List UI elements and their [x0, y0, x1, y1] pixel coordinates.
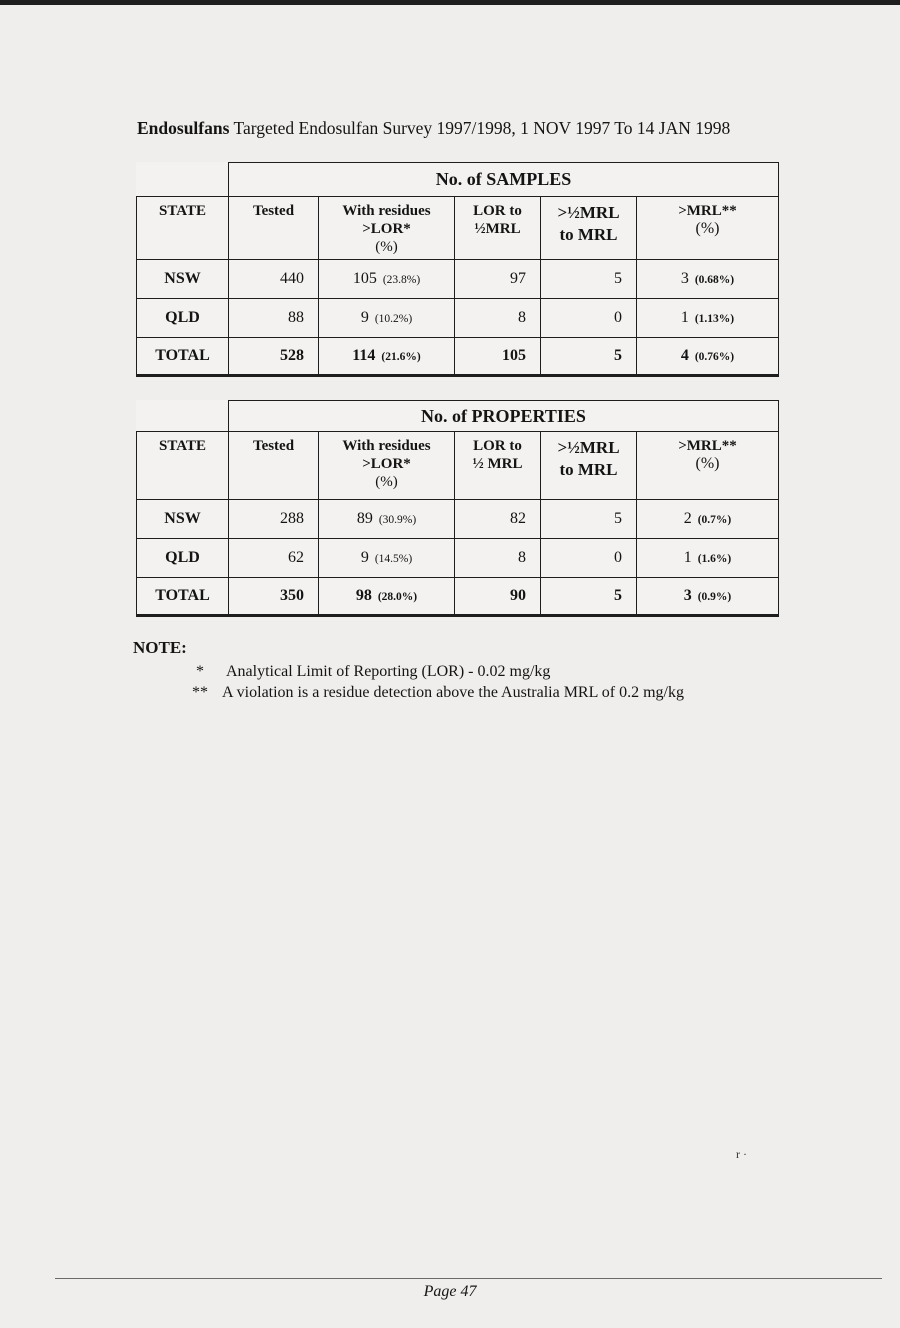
- col-header-half-mrl-to-mrl: [541, 197, 637, 260]
- cell-half-to-mrl: 5: [541, 260, 637, 299]
- samples-group-header: No. of SAMPLES: [229, 163, 779, 197]
- top-edge-bar: [0, 0, 900, 5]
- row-state: TOTAL: [137, 578, 229, 616]
- cell-value: 3: [683, 587, 692, 604]
- cell-with-residues: [319, 260, 455, 299]
- cell-above-mrl: [637, 578, 779, 616]
- cell-half-to-mrl: 5: [541, 578, 637, 616]
- cell-with-residues: [319, 500, 455, 539]
- col-header-state: STATE: [137, 432, 229, 500]
- row-state: QLD: [137, 539, 229, 578]
- cell-percent: (30.9%): [378, 514, 417, 526]
- cell-percent: (14.5%): [374, 553, 413, 565]
- row-state: TOTAL: [137, 338, 229, 376]
- col-header-above-mrl: [637, 197, 779, 260]
- cell-lor-to-half: 90: [455, 578, 541, 616]
- cell-above-mrl: [637, 500, 779, 539]
- cell-tested: 440: [229, 260, 319, 299]
- cell-lor-to-half: 8: [455, 539, 541, 578]
- header-line: >LOR*: [362, 221, 411, 237]
- row-state: QLD: [137, 299, 229, 338]
- title-rest: Targeted Endosulfan Survey 1997/1998, 1 NOV 1997 To 14 JAN 1998: [233, 118, 731, 138]
- cell-lor-to-half: 8: [455, 299, 541, 338]
- cell-percent: (0.76%): [694, 351, 735, 363]
- row-state: NSW: [137, 500, 229, 539]
- header-line: (%): [695, 455, 720, 472]
- cell-half-to-mrl: 5: [541, 338, 637, 376]
- cell-lor-to-half: 82: [455, 500, 541, 539]
- cell-with-residues: [319, 299, 455, 338]
- cell-tested: 350: [229, 578, 319, 616]
- cell-above-mrl: [637, 338, 779, 376]
- col-header-lor-half-mrl: [455, 432, 541, 500]
- header-line: >MRL**: [678, 438, 737, 454]
- cell-percent: (0.9%): [697, 591, 732, 603]
- table-row: [137, 299, 779, 338]
- note-mark: **: [192, 684, 208, 701]
- page-number: Page 47: [423, 1283, 477, 1300]
- col-header-with-residues: [319, 197, 455, 260]
- cell-percent: (21.6%): [381, 351, 421, 363]
- header-line: With residues: [342, 203, 431, 219]
- header-line: >½MRL: [557, 438, 620, 457]
- table-row: [137, 500, 779, 539]
- cell-percent: (10.2%): [374, 313, 413, 325]
- header-line: to MRL: [559, 225, 618, 244]
- col-header-tested: Tested: [229, 432, 319, 500]
- cell-percent: (28.0%): [377, 591, 418, 603]
- header-line: to MRL: [559, 460, 618, 479]
- note-text: A violation is a residue detection above the Australia MRL of 0.2 mg/kg: [222, 684, 684, 701]
- table-corner: [137, 401, 229, 432]
- table-row: [137, 260, 779, 299]
- cell-lor-to-half: 105: [455, 338, 541, 376]
- col-header-state: STATE: [137, 197, 229, 260]
- cell-tested: 288: [229, 500, 319, 539]
- cell-with-residues: [319, 338, 455, 376]
- header-line: LOR to: [473, 438, 522, 454]
- properties-group-header: No. of PROPERTIES: [229, 401, 779, 432]
- header-line: LOR to: [473, 203, 522, 219]
- cell-value: 9: [360, 309, 369, 326]
- samples-table: [136, 162, 779, 377]
- cell-percent: (0.68%): [694, 274, 735, 286]
- cell-percent: (1.6%): [697, 553, 732, 565]
- cell-above-mrl: [637, 260, 779, 299]
- cell-with-residues: [319, 539, 455, 578]
- cell-half-to-mrl: 5: [541, 500, 637, 539]
- header-line: (%): [375, 239, 398, 255]
- footer-rule: [55, 1278, 882, 1279]
- cell-value: 4: [680, 347, 689, 364]
- row-state: NSW: [137, 260, 229, 299]
- header-line: ½MRL: [474, 221, 521, 237]
- header-line: >MRL**: [678, 203, 737, 219]
- note-text: Analytical Limit of Reporting (LOR) - 0.02 mg/kg: [226, 663, 551, 680]
- table-row: [137, 539, 779, 578]
- cell-value: 1: [680, 309, 689, 326]
- cell-value: 9: [360, 549, 369, 566]
- cell-tested: 62: [229, 539, 319, 578]
- col-header-half-mrl-to-mrl: [541, 432, 637, 500]
- cell-value: 98: [355, 587, 372, 604]
- cell-value: 105: [352, 270, 377, 287]
- col-header-lor-half-mrl: [455, 197, 541, 260]
- table-corner: [137, 163, 229, 197]
- cell-value: 3: [680, 270, 689, 287]
- cell-tested: 528: [229, 338, 319, 376]
- cell-percent: (0.7%): [697, 514, 732, 526]
- header-line: ½ MRL: [472, 456, 523, 472]
- header-line: (%): [375, 474, 398, 490]
- cell-value: 114: [352, 347, 376, 364]
- cell-half-to-mrl: 0: [541, 539, 637, 578]
- cell-tested: 88: [229, 299, 319, 338]
- cell-value: 1: [683, 549, 692, 566]
- stray-mark: r ·: [736, 1147, 747, 1161]
- cell-value: 89: [356, 510, 373, 527]
- header-line: With residues: [342, 438, 431, 454]
- note-item: [192, 684, 684, 702]
- properties-table: [136, 400, 779, 617]
- title-bold: Endosulfans: [137, 118, 230, 138]
- cell-percent: (1.13%): [694, 313, 735, 325]
- header-line: >½MRL: [557, 203, 620, 222]
- cell-half-to-mrl: 0: [541, 299, 637, 338]
- cell-percent: (23.8%): [382, 274, 421, 286]
- col-header-with-residues: [319, 432, 455, 500]
- note-item: [196, 663, 550, 681]
- cell-value: 2: [683, 510, 692, 527]
- note-mark: *: [196, 663, 204, 680]
- col-header-tested: Tested: [229, 197, 319, 260]
- col-header-above-mrl: [637, 432, 779, 500]
- table-row-total: [137, 578, 779, 616]
- cell-above-mrl: [637, 299, 779, 338]
- cell-with-residues: [319, 578, 455, 616]
- table-row-total: [137, 338, 779, 376]
- document-title: [137, 118, 837, 139]
- cell-above-mrl: [637, 539, 779, 578]
- note-label: NOTE:: [133, 638, 187, 657]
- cell-lor-to-half: 97: [455, 260, 541, 299]
- header-line: (%): [695, 220, 720, 237]
- header-line: >LOR*: [362, 456, 411, 472]
